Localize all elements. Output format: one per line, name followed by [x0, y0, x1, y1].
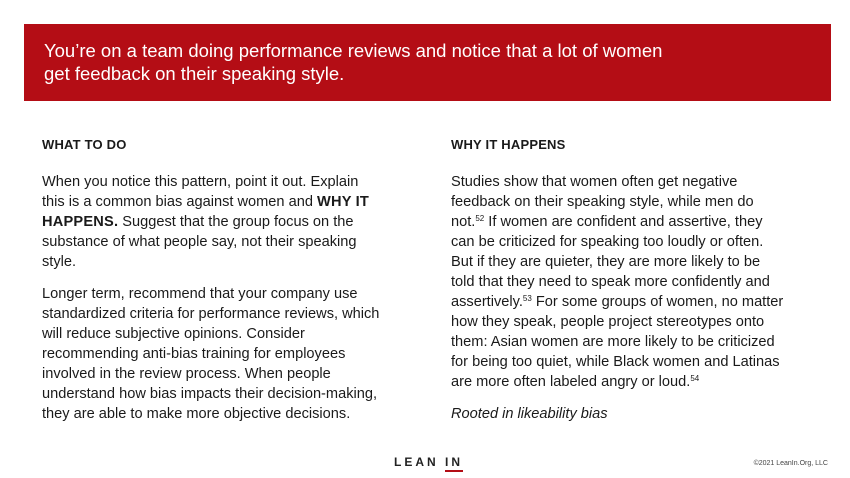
text-line — [42, 212, 414, 232]
text-span: For some groups of women, no matter — [531, 294, 784, 310]
text-span: are more often labeled angry or loud. — [451, 374, 691, 390]
emphasis-text: WHY IT — [317, 194, 370, 210]
text-line: When you notice this pattern, point it out. Explain — [42, 174, 359, 190]
what-to-do-paragraph-2 — [42, 284, 414, 424]
what-to-do-paragraph-1 — [42, 172, 414, 272]
text-line — [451, 372, 831, 392]
text-line: will reduce subjective opinions. Consider — [42, 326, 305, 342]
what-to-do-column — [42, 137, 414, 436]
copyright-text: ©2021 LeanIn.Org, LLC — [753, 460, 828, 467]
text-line: how they speak, people project stereotypes onto — [451, 314, 765, 330]
text-line: standardized criteria for performance reviews, which — [42, 306, 380, 322]
text-line: they are able to make more objective decisions. — [42, 406, 351, 422]
text-span: assertively. — [451, 294, 523, 310]
footnote-ref-53: 53 — [522, 294, 532, 303]
title-banner — [24, 24, 831, 101]
text-line: can be criticized for speaking too loudly or often. — [451, 234, 764, 250]
what-to-do-heading: WHAT TO DO — [42, 137, 127, 152]
bias-note: Rooted in likeability bias — [451, 406, 608, 422]
text-line: substance of what people say, not their speaking — [42, 234, 357, 250]
text-line — [451, 292, 831, 312]
why-it-happens-paragraph — [451, 172, 831, 392]
text-line: understand how bias impacts their decision-making, — [42, 386, 378, 402]
text-line — [42, 192, 414, 212]
why-it-happens-heading: WHY IT HAPPENS — [451, 137, 566, 152]
text-span: not. — [451, 214, 476, 230]
text-line: style. — [42, 254, 77, 270]
text-span: Suggest that the group focus on the — [118, 214, 354, 230]
footnote-ref-54: 54 — [690, 374, 700, 383]
text-line: feedback on their speaking style, while men do — [451, 194, 754, 210]
logo-text-in: IN — [445, 455, 463, 472]
why-it-happens-column — [451, 137, 831, 424]
banner-title-line-1: You’re on a team doing performance reviews and notice that a lot of women — [44, 40, 663, 61]
text-line — [451, 212, 831, 232]
text-line: them: Asian women are more likely to be criticized — [451, 334, 775, 350]
text-line: recommending anti-bias training for employees — [42, 346, 346, 362]
text-line: But if they are quieter, they are more likely to be — [451, 254, 761, 270]
lean-in-logo — [394, 455, 463, 472]
text-line: told that they need to speak more confidently and — [451, 274, 770, 290]
text-line: for being too quiet, while Black women and Latinas — [451, 354, 780, 370]
banner-title-line-2: get feedback on their speaking style. — [44, 63, 345, 84]
text-line: Longer term, recommend that your company use — [42, 286, 358, 302]
text-line: Studies show that women often get negative — [451, 174, 738, 190]
text-line: involved in the review process. When people — [42, 366, 331, 382]
footnote-ref-52: 52 — [475, 214, 485, 223]
text-span: If women are confident and assertive, they — [484, 214, 763, 230]
logo-text-lean: LEAN — [394, 455, 445, 469]
emphasis-text: HAPPENS. — [42, 214, 119, 230]
text-span: this is a common bias against women and — [42, 194, 317, 210]
